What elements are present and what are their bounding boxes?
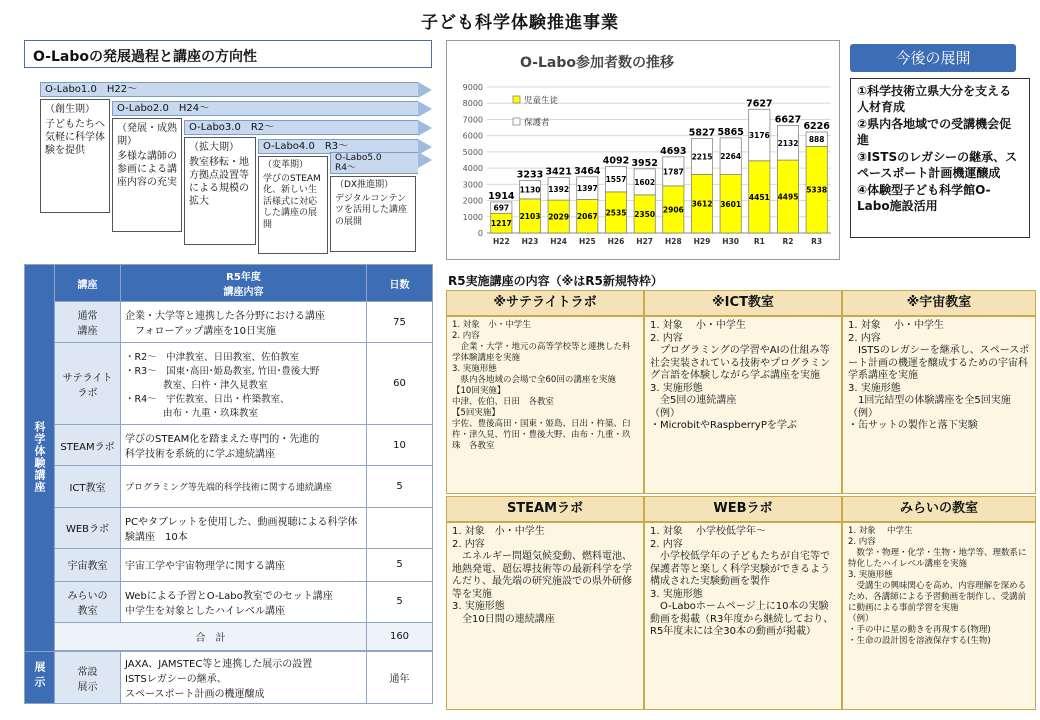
bar-value-label: 2535	[605, 208, 627, 218]
row-name: 宇宙教室	[55, 548, 121, 581]
legend-label: 保護者	[524, 118, 550, 128]
bar-value-label: 1392	[548, 184, 570, 194]
side-label-text: 展示	[33, 661, 46, 692]
course-title-space: ※宇宙教室	[842, 290, 1036, 316]
course-title-web: WEBラボ	[644, 496, 842, 522]
history-bar-4: O-Labo4.0 R3～	[258, 139, 418, 154]
page-title: 子ども科学体験推進事業	[421, 13, 619, 33]
table-row	[25, 302, 433, 343]
x-tick-label: H30	[722, 237, 740, 246]
course-body-steam: 1. 対象 小・中学生 2. 内容 エネルギー問題気候変動、燃料電池、地熱発電、超伝導技術等の最新科学を学んだり、最先端の研究施設での県外研修等を実施 3. 実施形態 全10日間の連続講座	[446, 522, 644, 710]
x-tick-label: H22	[492, 237, 510, 246]
stage-phase: （拡大期）	[189, 142, 239, 153]
y-tick-label: 9000	[462, 83, 483, 92]
bar-total-label: 3952	[631, 157, 658, 169]
row-days: 通年	[367, 652, 433, 704]
participants-chart	[446, 40, 840, 260]
future-heading: 今後の展開	[850, 44, 1016, 72]
y-tick-label: 6000	[462, 131, 483, 141]
y-tick-label: 2000	[462, 196, 483, 206]
bar-value-label: 1787	[662, 167, 684, 177]
row-name: 常設 展示	[55, 652, 121, 704]
side-label-text: 科学体験講座	[33, 420, 46, 493]
row-content: PCやタブレットを使用した、動画視聴による科学体験講座 10本	[121, 507, 367, 548]
course-body-mirai: 1. 対象 中学生 2. 内容 数学・物理・化学・生物・地学等、理数系に特化したハイレベル講座を実施 3. 実施形態 受講生の興味関心を高め、内容理解を深めるため、各講師による予習動画を制作し、受講前に動画による事前学習を実施 （例） ・手の中に星の動きを再現する(物理) ・生命の設計図を溶液保存する(生物)	[842, 522, 1036, 710]
history-bar-1: O-Labo1.0 H22～	[40, 82, 418, 97]
bar-value-label: 1397	[576, 184, 598, 194]
bar-value-label: 1602	[634, 177, 656, 187]
bar-total-label: 5865	[717, 126, 744, 138]
legend-label: 児童生徒	[524, 96, 559, 106]
total-label: 合 計	[55, 622, 367, 651]
x-tick-label: H26	[607, 237, 625, 246]
x-tick-label: H24	[550, 237, 568, 246]
bar-total-label: 4693	[660, 145, 687, 157]
y-tick-label: 7000	[462, 115, 483, 125]
course-body-space: 1. 対象 小・中学生 2. 内容 ISTSのレガシーを継承し、スペースポート計画の機運を醸成するための宇宙科学系講座を実施 3. 実施形態 1回完結型の体験講座を全5回実施 （例） ・缶サットの製作と落下実験	[842, 316, 1036, 494]
chart-svg	[447, 41, 839, 259]
future-item: ①科学技術立県大分を支える人材育成	[857, 84, 1012, 114]
bar-value-label: 2906	[662, 205, 684, 215]
row-days	[367, 507, 433, 548]
x-tick-label: H29	[693, 237, 711, 246]
course-title-steam: STEAMラボ	[446, 496, 644, 522]
stage-dx	[330, 176, 416, 252]
header-course: 講座	[55, 265, 121, 302]
course-title-mirai: みらいの教室	[842, 496, 1036, 522]
bar-value-label: 1130	[519, 185, 541, 195]
stage-phase: （DX推進期）	[335, 180, 394, 190]
row-name: サテライト ラボ	[55, 343, 121, 425]
stage-text: 多様な講師の参画による講座内容の充実	[117, 151, 177, 188]
stage-transformation	[258, 156, 328, 254]
bar-value-label: 3601	[720, 199, 742, 209]
legend-swatch	[513, 118, 520, 125]
stage-development	[112, 118, 182, 232]
course-title-ict: ※ICT教室	[644, 290, 842, 316]
table-row	[25, 581, 433, 622]
table-row	[25, 343, 433, 425]
history-bar-2: O-Labo2.0 H24～	[112, 101, 418, 116]
row-content: 学びのSTEAM化を踏まえた専門的・先進的 科学技術を系統的に学ぶ連続講座	[121, 425, 367, 466]
bar-value-label: 2132	[777, 138, 799, 148]
bar-value-label: 4495	[777, 192, 799, 202]
bar-total-label: 5827	[688, 127, 716, 139]
row-name: 通常 講座	[55, 302, 121, 343]
history-heading: O-Laboの発展過程と講座の方向性	[24, 40, 432, 68]
bar-value-label: 1217	[490, 219, 512, 229]
row-content: プログラミング等先端的科学技術に関する連続講座	[121, 466, 367, 507]
stage-text: デジタルコンテンツを活用した講座の展開	[335, 193, 408, 227]
bar-total-label: 4092	[602, 155, 630, 167]
stage-text: 子どもたちへ気軽に科学体験を提供	[45, 119, 105, 156]
bar-value-label: 2067	[576, 212, 598, 222]
x-tick-label: H25	[578, 237, 596, 246]
bar-value-label: 2264	[720, 152, 742, 162]
row-days: 10	[367, 425, 433, 466]
bar-value-label: 4451	[748, 192, 770, 202]
bar-total-label: 6627	[774, 114, 802, 126]
y-tick-label: 1000	[462, 212, 483, 222]
row-days: 5	[367, 581, 433, 622]
table-exhibit-row	[25, 652, 433, 704]
bar-value-label: 2029	[548, 212, 570, 222]
table-row	[25, 548, 433, 581]
table-header-row	[25, 265, 433, 302]
bar-value-label: 697	[493, 203, 510, 213]
row-name: WEBラボ	[55, 507, 121, 548]
y-tick-label: 0	[477, 229, 483, 238]
bar-value-label: 5338	[806, 185, 828, 195]
side-label-experience	[25, 265, 55, 652]
bar-total-label: 3233	[516, 169, 544, 181]
bar-total-label: 3421	[545, 166, 572, 178]
x-tick-label: H23	[521, 237, 539, 246]
stage-text: 教室移転・地方拠点設置等による規模の拡大	[189, 157, 249, 207]
stage-phase: （変革期）	[263, 160, 309, 170]
row-name: STEAMラボ	[55, 425, 121, 466]
course-table	[24, 264, 433, 704]
stage-phase: （発展・成熟期）	[117, 123, 177, 147]
y-tick-label: 5000	[462, 147, 483, 157]
r5-heading: R5実施講座の内容（※はR5新規特枠）	[448, 274, 663, 288]
bar-total-label: 7627	[746, 98, 773, 110]
row-content: JAXA、JAMSTEC等と連携した展示の設置 ISTSレガシーの継承、 スペースポート計画の機運醸成	[121, 652, 367, 704]
row-content: ・R2～ 中津教室、日田教室、佐伯教室 ・R3～ 国東･高田･姫島教室, 竹田･豊後大野 教室、臼杵・津久見教室 ・R4～ 宇佐教室、日出・杵築教室、 由布・九重・玖珠教室	[121, 343, 367, 425]
row-name: みらいの 教室	[55, 581, 121, 622]
bar-total-label: 1914	[488, 190, 515, 202]
legend-swatch	[513, 96, 520, 103]
x-tick-label: R2	[782, 237, 794, 246]
future-item: ③ISTSのレガシーの継承、スペースポート計画機運醸成	[857, 150, 1018, 180]
row-name: ICT教室	[55, 466, 121, 507]
bar-value-label: 3612	[691, 199, 713, 209]
x-tick-label: R3	[811, 237, 823, 246]
table-row	[25, 466, 433, 507]
row-days: 5	[367, 548, 433, 581]
stage-expansion	[184, 137, 256, 245]
future-list	[850, 78, 1030, 238]
row-content: Webによる予習とO-Labo教室でのセット講座 中学生を対象としたハイレベル講座	[121, 581, 367, 622]
bar-value-label: 2350	[634, 209, 656, 219]
bar-value-label: 3176	[748, 131, 770, 141]
bar-value-label: 1557	[605, 175, 627, 185]
header-content: R5年度 講座内容	[121, 265, 367, 302]
history-bar-3: O-Labo3.0 R2～	[184, 120, 418, 135]
row-content: 宇宙工学や宇宙物理学に関する講座	[121, 548, 367, 581]
future-item: ②県内各地域での受講機会促進	[857, 117, 1012, 147]
table-row	[25, 507, 433, 548]
row-content: 企業・大学等と連携した各分野における講座 フォローアップ講座を10日実施	[121, 302, 367, 343]
course-body-ict: 1. 対象 小・中学生 2. 内容 プログラミングの学習やAIの仕組み等社会実装されている技術やプログラミング言語を体験しながら学ぶ講座を実施 3. 実施形態 全5回の連続講座 （例） ・MicrobitやRaspberryPを学ぶ	[644, 316, 842, 494]
stage-creation	[40, 99, 110, 213]
bar-value-label: 2103	[519, 211, 541, 221]
x-tick-label: R1	[753, 237, 765, 246]
row-days: 60	[367, 343, 433, 425]
bar-value-label: 888	[808, 135, 825, 145]
course-body-web: 1. 対象 小学校低学年～ 2. 内容 小学校低学年の子どもたちが自宅等で保護者等と楽しく科学実験ができるよう構成された実験動画を製作 3. 実施形態 O-Laboホームページ上に10本の実験動画を掲載（R3年度から継続しており、R5年度末には全30本の動画が掲載）	[644, 522, 842, 710]
y-tick-label: 3000	[462, 180, 483, 190]
y-tick-label: 8000	[462, 99, 483, 109]
history-bar-5: O-Labo5.0 R4～	[330, 152, 418, 174]
course-title-satellite: ※サテライトラボ	[446, 290, 644, 316]
x-tick-label: H27	[636, 237, 654, 246]
bar-value-label: 2215	[691, 152, 713, 162]
row-days: 75	[367, 302, 433, 343]
table-total-row	[25, 622, 433, 651]
chart-title: O-Labo参加者数の推移	[520, 55, 674, 71]
table-row	[25, 425, 433, 466]
total-days: 160	[367, 622, 433, 651]
header-days: 日数	[367, 265, 433, 302]
side-label-exhibit	[25, 652, 55, 704]
bar-total-label: 6226	[803, 121, 830, 133]
course-body-satellite: 1. 対象 小・中学生 2. 内容 企業・大学・地元の高等学校等と連携した科学体験講座を実施 3. 実施形態 県内各地域の会場で全60回の講座を実施 【10回実施】 中津、佐伯、日田 各教室 【5回実施】 宇佐、豊後高田・国東・姫島、日出・杵築、臼杵・津久見、竹田・豊後大野、由布・九重・玖珠 各教室	[446, 316, 644, 494]
bar-total-label: 3464	[574, 165, 601, 177]
row-days: 5	[367, 466, 433, 507]
stage-phase: （創生期）	[45, 104, 95, 115]
stage-text: 学びのSTEAM化、新しい生活様式に対応した講座の展開	[263, 173, 321, 230]
y-tick-label: 4000	[462, 164, 483, 174]
x-tick-label: H28	[664, 237, 682, 246]
future-item: ④体験型子ども科学館O-Labo施設活用	[857, 183, 991, 213]
